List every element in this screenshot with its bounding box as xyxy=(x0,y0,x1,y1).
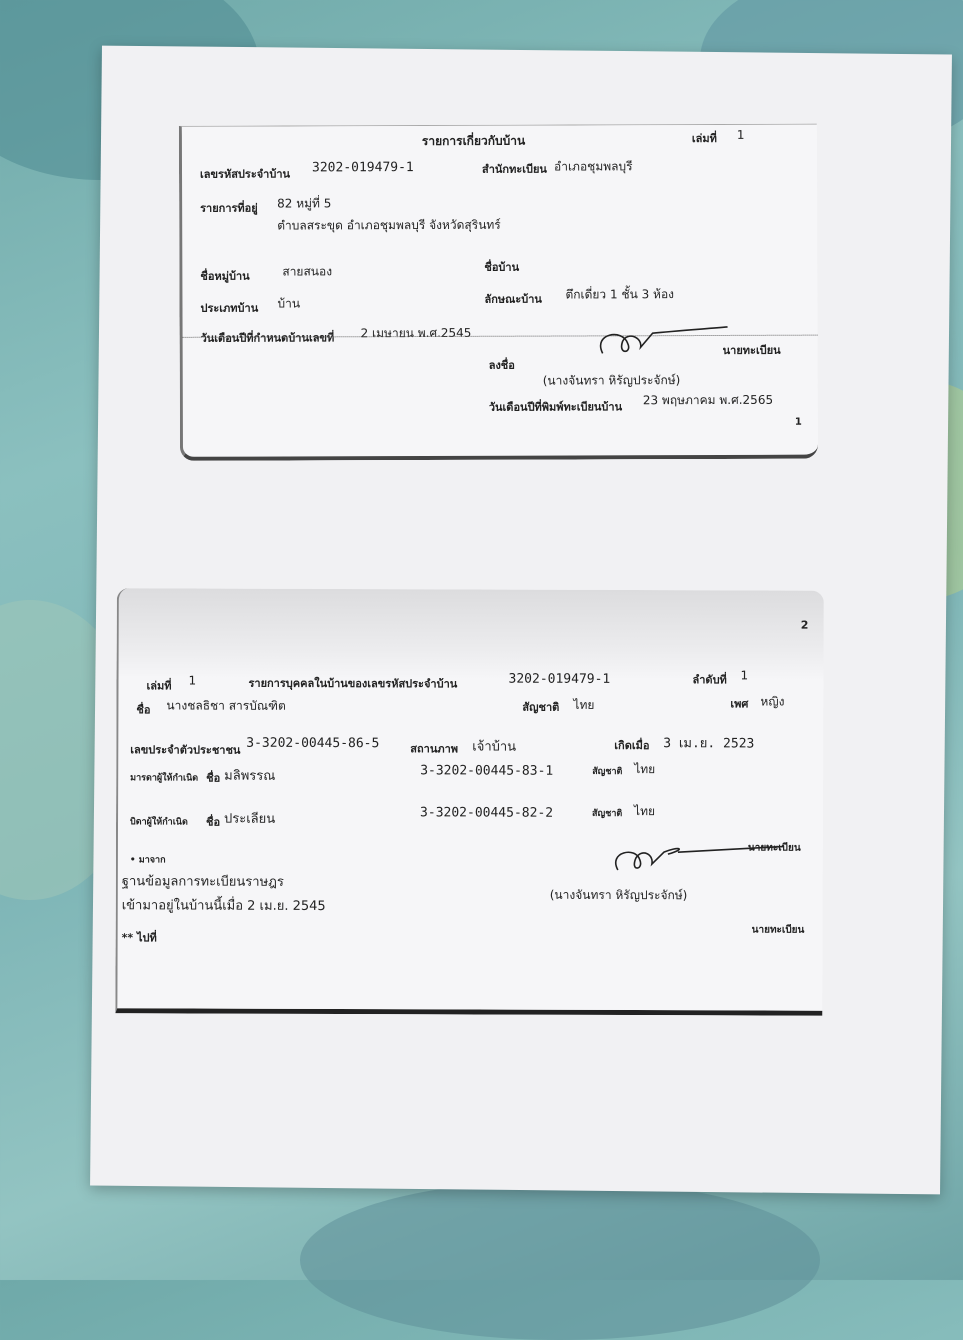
name-value: นางชลธิชา สารบัณฑิต xyxy=(166,698,286,713)
book-label: เล่มที่ xyxy=(691,131,717,146)
assigned-date-value: 2 เมษายน พ.ศ.2545 xyxy=(360,325,472,341)
status-label: สถานภาพ xyxy=(410,742,459,756)
address-label: รายการที่อยู่ xyxy=(200,201,258,215)
mother-id: 3-3202-00445-83-1 xyxy=(420,763,554,779)
mother-nationality-label: สัญชาติ xyxy=(592,766,623,778)
sign-label: ลงชื่อ xyxy=(488,358,515,372)
mother-nationality: ไทย xyxy=(634,762,656,777)
sex-value: หญิง xyxy=(760,694,785,709)
moved-to-label: ** ไปที่ xyxy=(121,931,157,945)
father-label: บิดาผู้ให้กำเนิด xyxy=(130,817,188,828)
book-value: 1 xyxy=(188,673,197,688)
from-label: • มาจาก xyxy=(129,855,166,866)
mother-name-label: ชื่อ xyxy=(206,771,221,785)
house-type-value: บ้าน xyxy=(277,296,301,311)
registrar-label-2: นายทะเบียน xyxy=(751,924,805,936)
from-line2: เข้ามาอยู่ในบ้านนี้เมื่อ 2 เม.ย. 2545 xyxy=(121,898,326,914)
registrar-name: (นางจันทรา หิรัญประจักษ์) xyxy=(542,373,681,388)
book-label: เล่มที่ xyxy=(146,679,172,693)
signature-mark xyxy=(593,323,733,363)
address-line1: 82 หมู่ที่ 5 xyxy=(277,196,332,211)
house-code-label: เลขรหัสประจำบ้าน xyxy=(199,167,291,181)
mother-label: มารดาผู้ให้กำเนิด xyxy=(130,773,199,784)
status-value: เจ้าบ้าน xyxy=(472,739,517,755)
address-line2: ตำบลสระขุด อำเภอชุมพลบุรี จังหวัดสุรินทร์ xyxy=(277,217,501,233)
house-name-label: ชื่อบ้าน xyxy=(484,260,520,274)
book-value: 1 xyxy=(736,127,745,142)
sex-label: เพศ xyxy=(730,697,749,711)
registrar-label: นายทะเบียน xyxy=(722,343,781,357)
office-label: สำนักทะเบียน xyxy=(481,162,547,176)
house-details-card xyxy=(179,124,818,461)
background-pattern xyxy=(300,1180,820,1340)
father-nationality: ไทย xyxy=(634,804,656,819)
seq-label: ลำดับที่ xyxy=(692,673,727,687)
person-details-card xyxy=(115,588,823,1015)
registrar-label: นายทะเบียน xyxy=(747,842,801,854)
card-heading: รายการเกี่ยวกับบ้าน xyxy=(421,133,526,149)
registrar-name: (นางจันทรา หิรัญประจักษ์) xyxy=(549,887,688,903)
nationality-label: สัญชาติ xyxy=(522,700,560,714)
list-title: รายการบุคคลในบ้านของเลขรหัสประจำบ้าน xyxy=(248,676,458,691)
name-label: ชื่อ xyxy=(136,703,151,717)
born-label: เกิดเมื่อ xyxy=(614,738,650,753)
father-name-label: ชื่อ xyxy=(205,815,221,829)
id-label: เลขประจำตัวประชาชน xyxy=(130,743,241,757)
village-value: สายสนอง xyxy=(282,264,333,279)
print-date-label: วันเดือนปีที่พิมพ์ทะเบียนบ้าน xyxy=(488,400,623,414)
house-style-value: ตึกเดี่ยว 1 ชั้น 3 ห้อง xyxy=(565,287,675,302)
born-value: 3 เม.ย. 2523 xyxy=(663,736,755,752)
house-code-value: 3202-019479-1 xyxy=(508,671,611,687)
mother-name: มลิพรรณ xyxy=(224,768,276,784)
page-number: 2 xyxy=(800,618,809,632)
seq-value: 1 xyxy=(740,668,749,683)
house-type-label: ประเภทบ้าน xyxy=(200,301,259,315)
paper-sheet xyxy=(90,46,952,1195)
nationality-value: ไทย xyxy=(573,697,595,712)
village-label: ชื่อหมู่บ้าน xyxy=(200,269,250,283)
id-value: 3-3202-00445-86-5 xyxy=(246,735,380,752)
from-line1: ฐานข้อมูลการทะเบียนราษฎร xyxy=(121,874,284,890)
page-number: 1 xyxy=(794,416,802,428)
house-style-label: ลักษณะบ้าน xyxy=(484,292,542,306)
office-value: อำเภอชุมพลบุรี xyxy=(553,159,633,174)
father-name: ประเลียน xyxy=(224,811,276,827)
print-date-value: 23 พฤษภาคม พ.ศ.2565 xyxy=(642,392,774,408)
house-code-value: 3202-019479-1 xyxy=(311,160,414,176)
father-id: 3-3202-00445-82-2 xyxy=(420,805,554,821)
father-nationality-label: สัญชาติ xyxy=(592,808,623,820)
assigned-date-label: วันเดือนปีที่กำหนดบ้านเลขที่ xyxy=(200,331,335,345)
